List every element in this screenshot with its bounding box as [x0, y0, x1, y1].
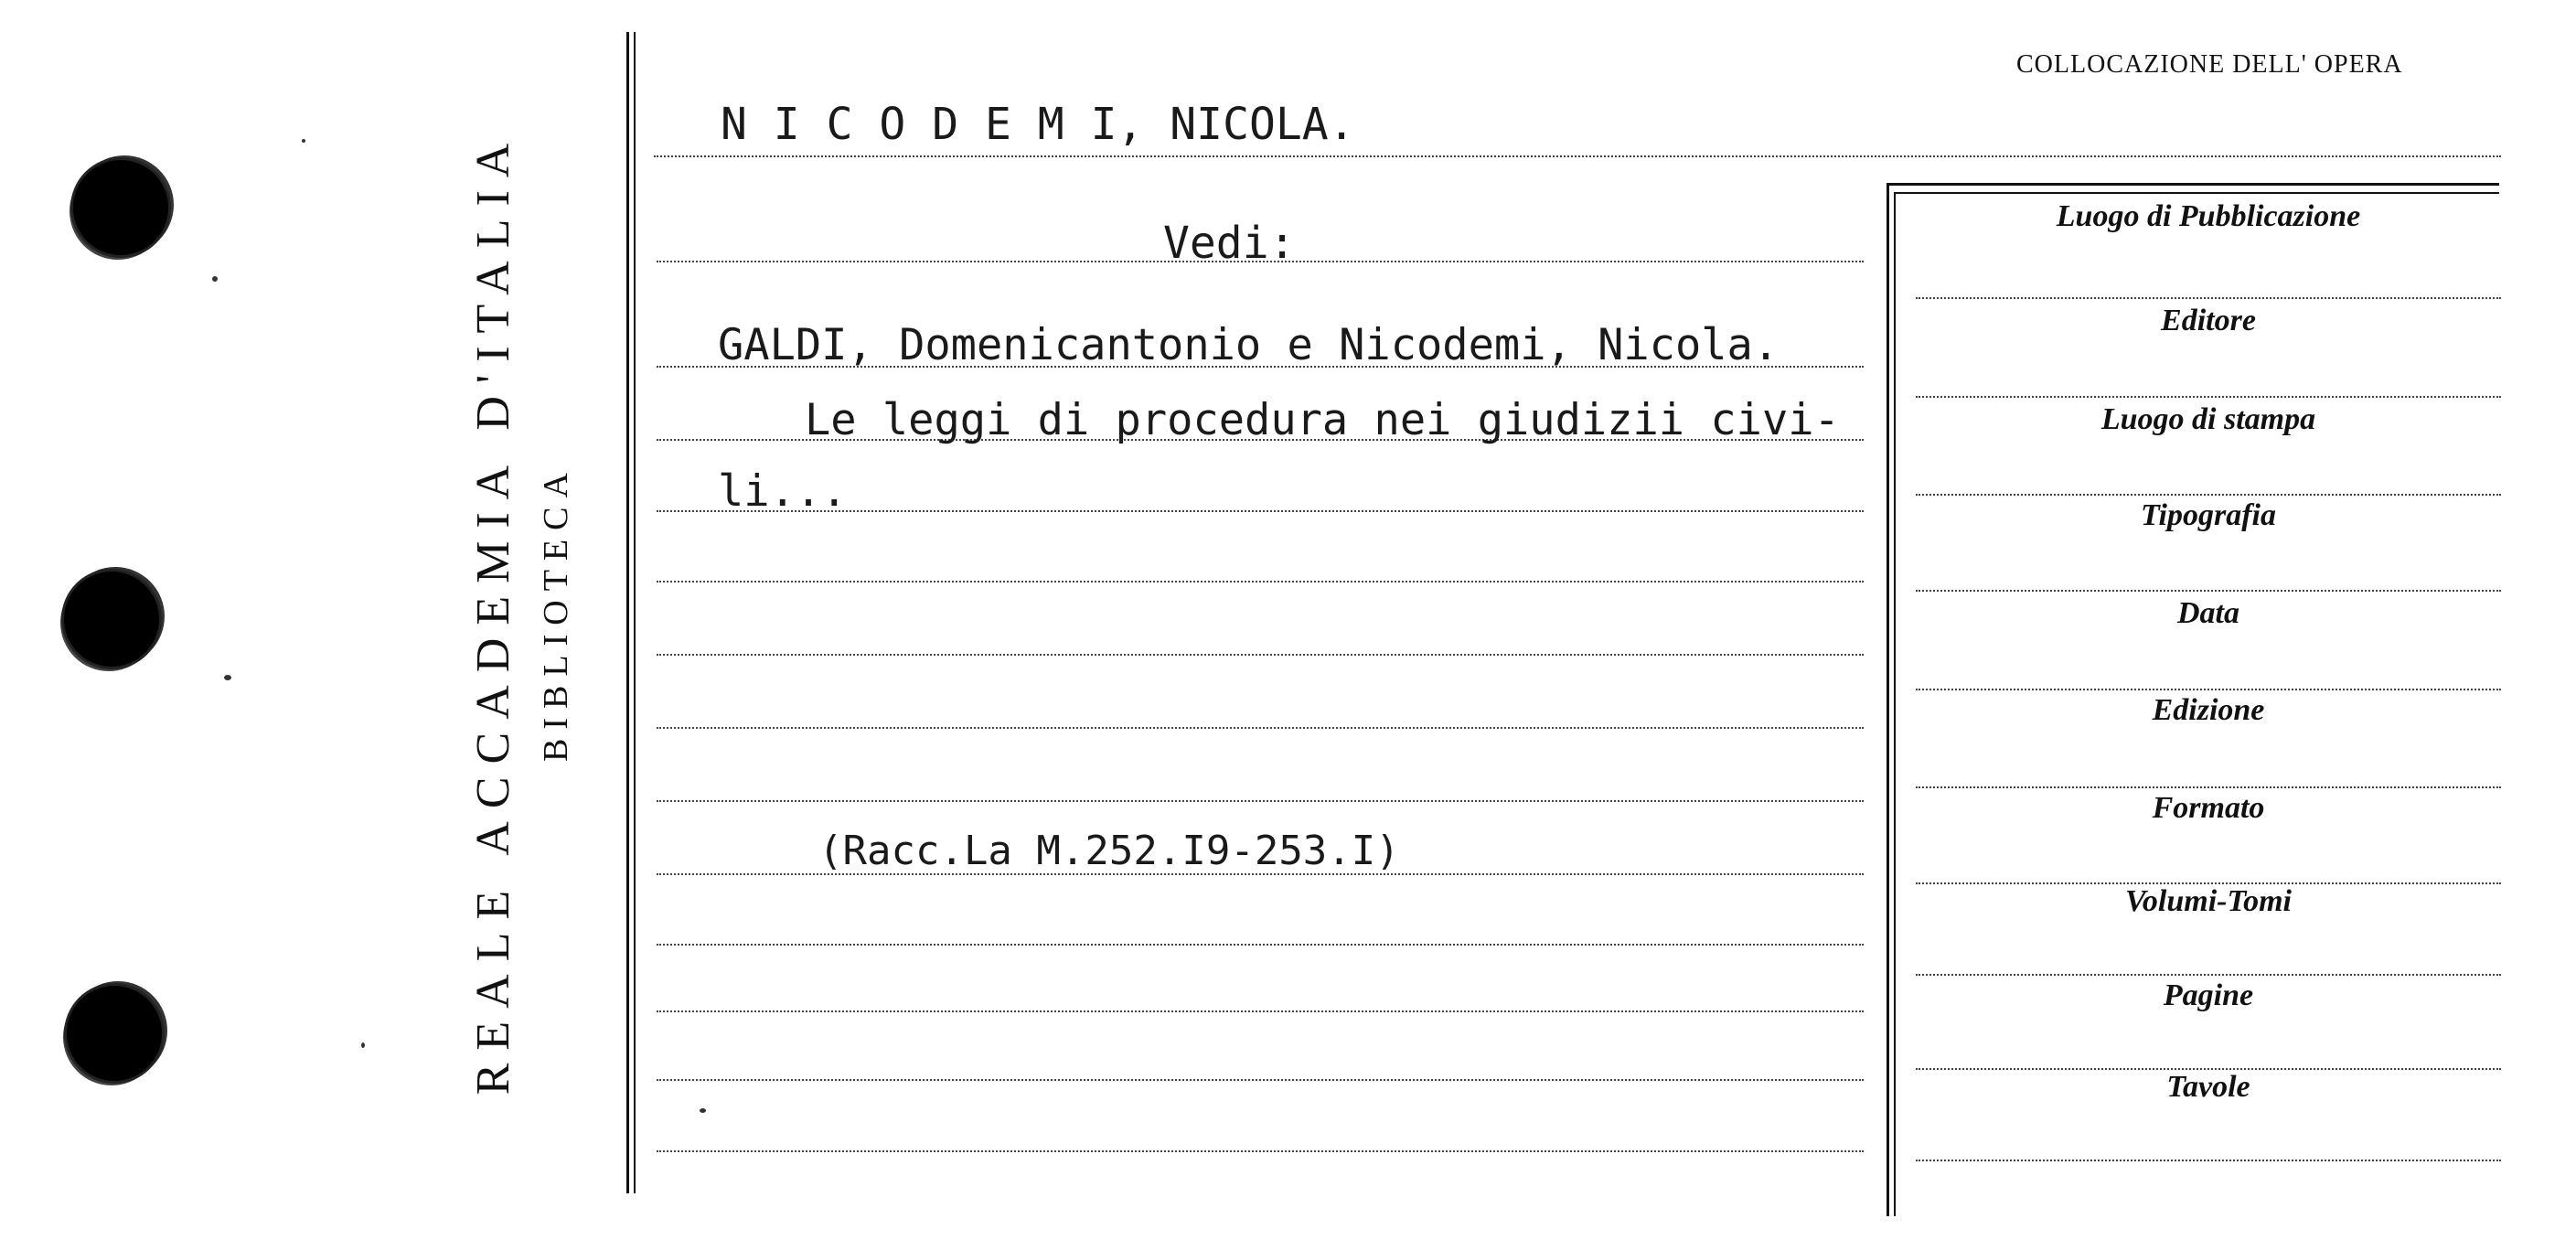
field-tavole: Tavole: [2166, 1070, 2250, 1104]
writing-line: [657, 1079, 1864, 1081]
collocation-label: COLLOCAZIONE DELL' OPERA: [2016, 50, 2403, 79]
scan-speck: [700, 1108, 706, 1113]
field-luogo-pubblicazione: Luogo di Pubblicazione: [2056, 199, 2361, 233]
field-line: [1916, 786, 2501, 788]
field-data: Data: [2177, 596, 2239, 630]
reference-line-2: Le leggi di procedura nei giudizii civi-: [805, 395, 1840, 445]
writing-line: [657, 1010, 1864, 1012]
field-luogo-stampa: Luogo di stampa: [2100, 402, 2316, 436]
writing-line: [657, 654, 1864, 656]
punch-hole-top: [73, 160, 168, 255]
field-pagine: Pagine: [2163, 978, 2254, 1012]
institution-name: REALE ACCADEMIA D'ITALIA: [467, 130, 519, 1096]
writing-line: [657, 944, 1864, 946]
fields-box-rule-outer: [1887, 183, 1889, 1216]
field-tipografia: Tipografia: [2141, 498, 2276, 532]
scan-speck: [212, 276, 218, 282]
author-heading: N I C O D E M I, NICOLA.: [721, 99, 1355, 150]
field-line: [1916, 494, 2501, 496]
scan-speck: [224, 675, 231, 680]
reference-line-1: GALDI, Domenicantonio e Nicodemi, Nicola.: [718, 320, 1780, 370]
left-rule-outer: [626, 32, 629, 1193]
punch-hole-bottom: [67, 986, 162, 1081]
punch-hole-middle: [64, 572, 159, 667]
department-name: BIBLIOTECA: [537, 464, 575, 762]
writing-line: [657, 727, 1864, 729]
field-formato: Formato: [2152, 791, 2265, 825]
institution-heading: [459, 131, 583, 1096]
writing-line: [654, 155, 2501, 157]
writing-line: [657, 800, 1864, 802]
reference-line-3: li...: [718, 466, 848, 517]
writing-line: [657, 581, 1864, 583]
fields-box-top-outer: [1887, 183, 2499, 186]
field-line: [1916, 974, 2501, 976]
fields-box-top-inner: [1894, 192, 2499, 194]
left-rule-inner: [634, 32, 636, 1193]
field-line: [1916, 1160, 2501, 1161]
field-line: [1916, 396, 2501, 398]
scan-speck: [361, 1042, 365, 1048]
field-edizione: Edizione: [2152, 693, 2265, 727]
scan-speck: [302, 139, 305, 143]
fields-box-rule-inner: [1894, 192, 1896, 1216]
field-line: [1916, 689, 2501, 690]
field-editore: Editore: [2161, 304, 2256, 337]
writing-line: [657, 1150, 1864, 1152]
field-line: [1916, 590, 2501, 592]
shelfmark: (Racc.La M.252.I9-253.I): [818, 828, 1400, 874]
field-volumi-tomi: Volumi-Tomi: [2124, 884, 2293, 918]
see-label: Vedi:: [1163, 218, 1296, 269]
field-line: [1916, 297, 2501, 299]
